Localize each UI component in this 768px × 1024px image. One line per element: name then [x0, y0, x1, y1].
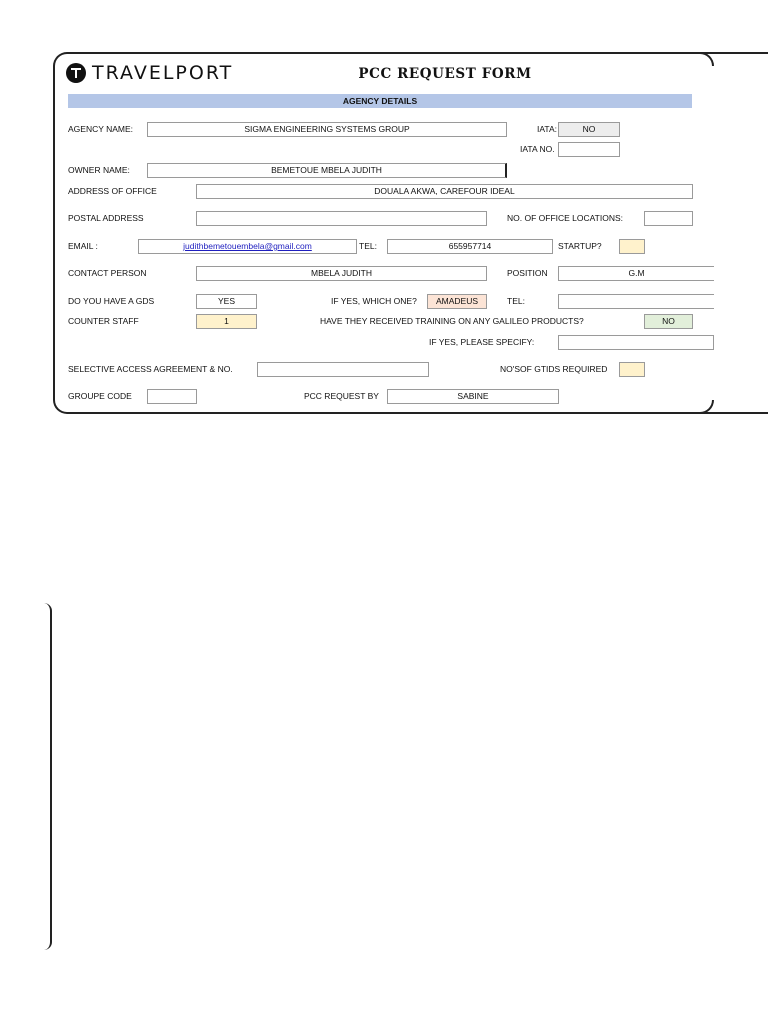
section-header-agency-details: AGENCY DETAILS: [68, 94, 692, 108]
agency-name-field[interactable]: SIGMA ENGINEERING SYSTEMS GROUP: [147, 122, 507, 137]
gtids-required-label: NO'SOF GTIDS REQUIRED: [500, 364, 608, 374]
owner-name-label: OWNER NAME:: [68, 165, 130, 175]
position-field[interactable]: G.M: [558, 266, 714, 281]
agency-name-label: AGENCY NAME:: [68, 124, 134, 134]
have-gds-field[interactable]: YES: [196, 294, 257, 309]
postal-address-label: POSTAL ADDRESS: [68, 213, 144, 223]
counter-staff-label: COUNTER STAFF: [68, 316, 139, 326]
galileo-training-label: HAVE THEY RECEIVED TRAINING ON ANY GALILEO PRODUCTS?: [320, 316, 584, 326]
owner-name-field[interactable]: BEMETOUE MBELA JUDITH: [147, 163, 507, 178]
form-title: PCC REQUEST FORM: [358, 66, 532, 82]
logo-text: TRAVELPORT: [92, 62, 234, 84]
address-of-office-field[interactable]: DOUALA AKWA, CAREFOUR IDEAL: [196, 184, 693, 199]
office-locations-label: NO. OF OFFICE LOCATIONS:: [507, 213, 624, 223]
groupe-code-field[interactable]: [147, 389, 197, 404]
selective-access-label: SELECTIVE ACCESS AGREEMENT & NO.: [68, 364, 233, 374]
page-border-bracket: [44, 603, 52, 950]
groupe-code-label: GROUPE CODE: [68, 391, 132, 401]
counter-staff-field[interactable]: 1: [196, 314, 257, 329]
email-link[interactable]: judithbemetouembela@gmail.com: [183, 241, 312, 251]
iata-no-field[interactable]: [558, 142, 620, 157]
iata-label: IATA:: [537, 124, 557, 134]
tel2-field[interactable]: [558, 294, 714, 309]
startup-field[interactable]: [619, 239, 645, 254]
startup-label: STARTUP?: [558, 241, 602, 251]
travelport-logo: [66, 62, 233, 84]
contact-person-field[interactable]: MBELA JUDITH: [196, 266, 487, 281]
postal-address-field[interactable]: [196, 211, 487, 226]
tel-field[interactable]: 655957714: [387, 239, 553, 254]
address-of-office-label: ADDRESS OF OFFICE: [68, 186, 157, 196]
pcc-request-by-label: PCC REQUEST BY: [304, 391, 379, 401]
position-label: POSITION: [507, 268, 548, 278]
tel2-label: TEL:: [507, 296, 525, 306]
please-specify-label: IF YES, PLEASE SPECIFY:: [429, 337, 535, 347]
iata-field[interactable]: NO: [558, 122, 620, 137]
please-specify-field[interactable]: [558, 335, 714, 350]
which-gds-label: IF YES, WHICH ONE?: [331, 296, 417, 306]
travelport-logo-icon: [66, 63, 86, 83]
office-locations-field[interactable]: [644, 211, 693, 226]
contact-person-label: CONTACT PERSON: [68, 268, 147, 278]
gtids-required-field[interactable]: [619, 362, 645, 377]
which-gds-field[interactable]: AMADEUS: [427, 294, 487, 309]
galileo-training-field[interactable]: NO: [644, 314, 693, 329]
selective-access-field[interactable]: [257, 362, 429, 377]
email-label: EMAIL :: [68, 241, 98, 251]
tel-label: TEL:: [359, 241, 377, 251]
have-gds-label: DO YOU HAVE A GDS: [68, 296, 155, 306]
iata-no-label: IATA NO.: [520, 144, 555, 154]
email-field[interactable]: [138, 239, 357, 254]
pcc-request-by-field[interactable]: SABINE: [387, 389, 559, 404]
